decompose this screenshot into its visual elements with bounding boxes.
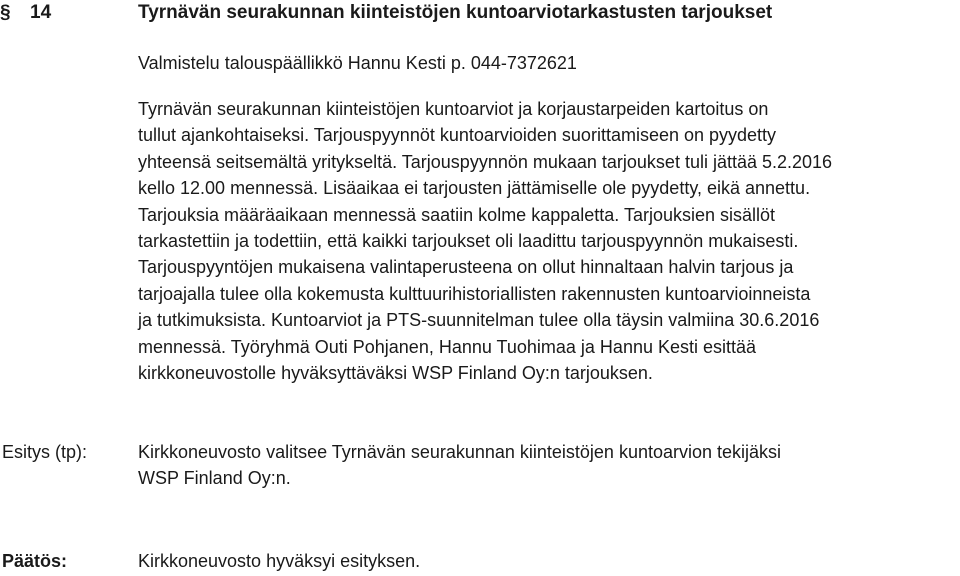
body-line: tarjoajalla tulee olla kokemusta kulttuurihistoriallisten rakennusten kuntoarvioinneista [138,283,811,304]
decision-text: Kirkkoneuvosto hyväksyi esityksen. [138,551,421,571]
section-title: Tyrnävän seurakunnan kiinteistöjen kuntoarviotarkastusten tarjoukset [138,2,773,23]
body-line: tullut ajankohtaiseksi. Tarjouspyynnöt kuntoarvioiden suorittamiseen on pyydetty [138,125,777,146]
body-line: ja tutkimuksista. Kuntoarviot ja PTS-suunnitelman tulee olla täysin valmiina 30.6.2016 [138,310,820,331]
decision-label: Päätös: [2,551,68,571]
body-line: tarkastettiin ja todettiin, että kaikki tarjoukset oli laadittu tarjouspyynnön mukaisesti. [138,231,799,252]
body-line: kirkkoneuvostolle hyväksyttäväksi WSP Finland Oy:n tarjouksen. [138,363,653,384]
proposal-text [138,439,950,492]
proposal-line: WSP Finland Oy:n. [138,468,291,489]
section-number [0,2,51,24]
body-line: mennessä. Työryhmä Outi Pohjanen, Hannu Tuohimaa ja Hannu Kesti esittää [138,336,757,357]
body-line: Tyrnävän seurakunnan kiinteistöjen kuntoarviot ja korjaustarpeiden kartoitus on [138,99,769,119]
body-line: Tarjouksia määräaikaan mennessä saatiin kolme kappaletta. Tarjouksien sisällöt [138,204,776,225]
preparation-line: Valmistelu talouspäällikkö Hannu Kesti p. 044-7372621 [138,53,577,73]
body-line: kello 12.00 mennessä. Lisäaikaa ei tarjousten jättämiselle ole pyydetty, eikä annettu. [138,178,811,199]
section-sign: § [0,2,11,23]
section-number-value: 14 [30,2,52,23]
proposal-line: Kirkkoneuvosto valitsee Tyrnävän seurakunnan kiinteistöjen kuntoarvion tekijäksi [138,442,782,462]
proposal-label: Esitys (tp): [2,442,88,462]
body-line: Tarjouspyyntöjen mukaisena valintaperusteena on ollut hinnaltaan halvin tarjous ja [138,257,794,278]
body-paragraph [138,96,950,386]
body-line: yhteensä seitsemältä yritykseltä. Tarjouspyynnön mukaan tarjoukset tuli jättää 5.2.2016 [138,151,833,172]
